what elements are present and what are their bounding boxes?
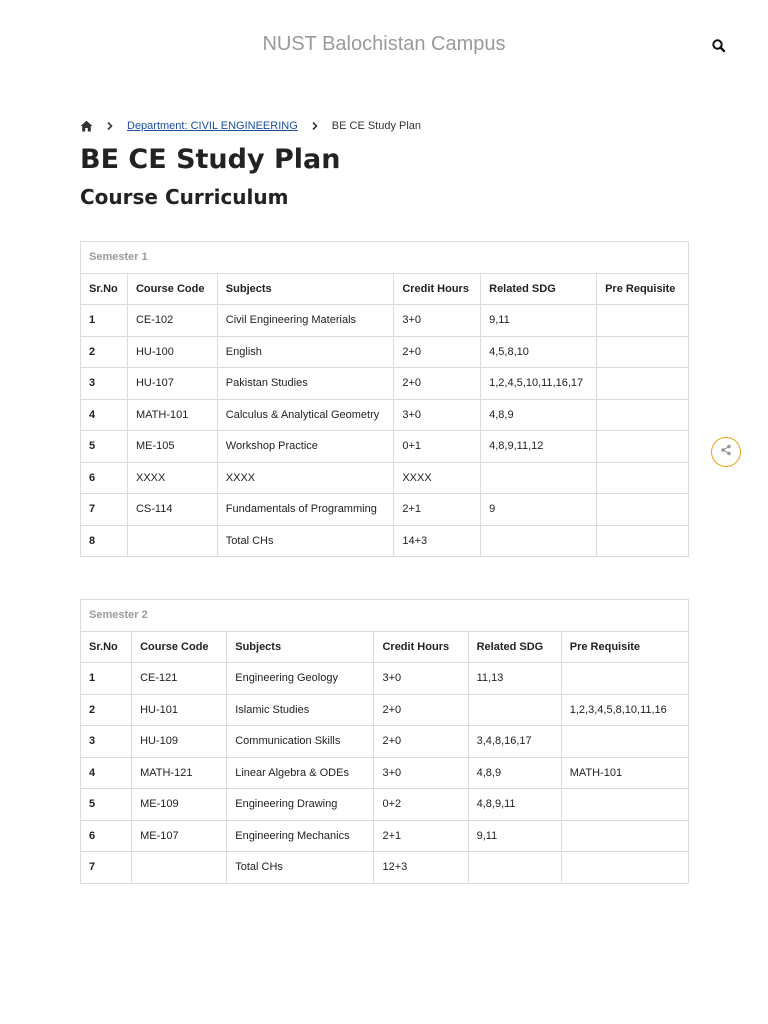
semester-2-body [81, 600, 689, 884]
table-caption-row [81, 242, 689, 274]
table-row [81, 663, 689, 695]
table-cell: 5 [81, 789, 132, 821]
share-icon [720, 443, 732, 461]
table-cell [597, 305, 689, 337]
table-cell: HU-101 [132, 694, 227, 726]
table-cell: 1 [81, 305, 128, 337]
table-cell: English [217, 336, 394, 368]
table-cell: 3 [81, 726, 132, 758]
column-header: Credit Hours [374, 631, 468, 663]
table-cell [597, 494, 689, 526]
table-row [81, 726, 689, 758]
table-cell: HU-107 [127, 368, 217, 400]
table-cell: 9 [481, 494, 597, 526]
column-header: Course Code [132, 631, 227, 663]
table-cell: 1,2,4,5,10,11,16,17 [481, 368, 597, 400]
table-cell: 2+0 [394, 336, 481, 368]
table-cell: CS-114 [127, 494, 217, 526]
table-cell [561, 820, 688, 852]
semester-2-table [80, 599, 689, 884]
table-cell [481, 525, 597, 557]
table-cell: Calculus & Analytical Geometry [217, 399, 394, 431]
column-header: Sr.No [81, 273, 128, 305]
table-cell: 4,5,8,10 [481, 336, 597, 368]
table-cell: MATH-121 [132, 757, 227, 789]
table-header-row [81, 273, 689, 305]
column-header: Subjects [227, 631, 374, 663]
table-cell: 0+1 [394, 431, 481, 463]
table-cell: 9,11 [481, 305, 597, 337]
table-cell: 7 [81, 852, 132, 884]
table-cell: 6 [81, 820, 132, 852]
table-cell [561, 726, 688, 758]
table-cell: 4,8,9 [468, 757, 561, 789]
table-cell: 5 [81, 431, 128, 463]
table-cell: Linear Algebra & ODEs [227, 757, 374, 789]
table-cell: Total CHs [227, 852, 374, 884]
page-title: BE CE Study Plan [80, 144, 341, 175]
chevron-right-icon [105, 121, 115, 131]
table-cell: 3,4,8,16,17 [468, 726, 561, 758]
table-cell: CE-102 [127, 305, 217, 337]
table-cell: 14+3 [394, 525, 481, 557]
column-header: Related SDG [481, 273, 597, 305]
column-header: Pre Requisite [561, 631, 688, 663]
table-cell: Engineering Mechanics [227, 820, 374, 852]
table-cell: 2 [81, 336, 128, 368]
column-header: Sr.No [81, 631, 132, 663]
table-cell: XXXX [217, 462, 394, 494]
table-cell [597, 399, 689, 431]
semester-caption: Semester 1 [81, 242, 689, 274]
column-header: Credit Hours [394, 273, 481, 305]
chevron-right-icon [310, 121, 320, 131]
table-cell: 2+0 [374, 694, 468, 726]
breadcrumb [80, 118, 421, 134]
table-cell: 3+0 [394, 305, 481, 337]
table-cell: 3+0 [394, 399, 481, 431]
table-row [81, 820, 689, 852]
table-cell: 3 [81, 368, 128, 400]
table-cell [127, 525, 217, 557]
site-title[interactable]: NUST Balochistan Campus [262, 33, 506, 55]
table-cell: CE-121 [132, 663, 227, 695]
table-row [81, 431, 689, 463]
column-header: Pre Requisite [597, 273, 689, 305]
table-cell: Islamic Studies [227, 694, 374, 726]
column-header: Subjects [217, 273, 394, 305]
table-cell [597, 336, 689, 368]
table-cell: ME-107 [132, 820, 227, 852]
table-cell: 2 [81, 694, 132, 726]
table-row [81, 462, 689, 494]
table-cell: Engineering Geology [227, 663, 374, 695]
table-row [81, 336, 689, 368]
table-cell: 2+0 [394, 368, 481, 400]
table-cell: 6 [81, 462, 128, 494]
table-cell: 3+0 [374, 663, 468, 695]
breadcrumb-department-link[interactable]: Department: CIVIL ENGINEERING [127, 120, 298, 132]
table-cell [481, 462, 597, 494]
table-cell: MATH-101 [561, 757, 688, 789]
table-cell [561, 852, 688, 884]
table-cell: 4 [81, 399, 128, 431]
table-cell: XXXX [127, 462, 217, 494]
site-header [0, 0, 768, 90]
table-cell: Civil Engineering Materials [217, 305, 394, 337]
table-cell [597, 368, 689, 400]
table-cell: Workshop Practice [217, 431, 394, 463]
table-cell [468, 694, 561, 726]
table-header-row [81, 631, 689, 663]
table-row [81, 494, 689, 526]
table-row [81, 525, 689, 557]
table-cell: 3+0 [374, 757, 468, 789]
table-cell: 2+1 [374, 820, 468, 852]
table-cell [468, 852, 561, 884]
table-cell: 4,8,9,11 [468, 789, 561, 821]
table-cell [561, 663, 688, 695]
table-cell [597, 431, 689, 463]
table-cell: HU-100 [127, 336, 217, 368]
section-title: Course Curriculum [80, 185, 289, 209]
table-cell: 1 [81, 663, 132, 695]
table-cell: Engineering Drawing [227, 789, 374, 821]
table-row [81, 694, 689, 726]
table-cell [132, 852, 227, 884]
share-button[interactable] [711, 437, 741, 467]
table-cell: ME-109 [132, 789, 227, 821]
table-cell [597, 462, 689, 494]
table-cell [561, 789, 688, 821]
table-cell: 8 [81, 525, 128, 557]
table-row [81, 757, 689, 789]
table-row [81, 789, 689, 821]
semester-1-body [81, 242, 689, 557]
column-header: Course Code [127, 273, 217, 305]
table-cell: 7 [81, 494, 128, 526]
breadcrumb-current: BE CE Study Plan [331, 120, 422, 132]
table-cell: 2+1 [394, 494, 481, 526]
table-row [81, 305, 689, 337]
table-caption-row [81, 600, 689, 632]
table-cell: HU-109 [132, 726, 227, 758]
column-header: Related SDG [468, 631, 561, 663]
table-cell: XXXX [394, 462, 481, 494]
table-cell: 12+3 [374, 852, 468, 884]
table-cell: 11,13 [468, 663, 561, 695]
table-cell: 0+2 [374, 789, 468, 821]
table-row [81, 852, 689, 884]
table-cell: Total CHs [217, 525, 394, 557]
table-row [81, 399, 689, 431]
table-cell: 4,8,9 [481, 399, 597, 431]
table-cell: Communication Skills [227, 726, 374, 758]
search-icon[interactable] [710, 37, 728, 55]
table-row [81, 368, 689, 400]
home-icon[interactable] [80, 120, 93, 132]
table-cell: 2+0 [374, 726, 468, 758]
table-cell: 4 [81, 757, 132, 789]
table-cell: Pakistan Studies [217, 368, 394, 400]
table-cell [597, 525, 689, 557]
table-cell: MATH-101 [127, 399, 217, 431]
table-cell: ME-105 [127, 431, 217, 463]
semester-caption: Semester 2 [81, 600, 689, 632]
table-cell: 1,2,3,4,5,8,10,11,16 [561, 694, 688, 726]
table-cell: Fundamentals of Programming [217, 494, 394, 526]
table-cell: 4,8,9,11,12 [481, 431, 597, 463]
table-cell: 9,11 [468, 820, 561, 852]
semester-1-table [80, 241, 689, 557]
